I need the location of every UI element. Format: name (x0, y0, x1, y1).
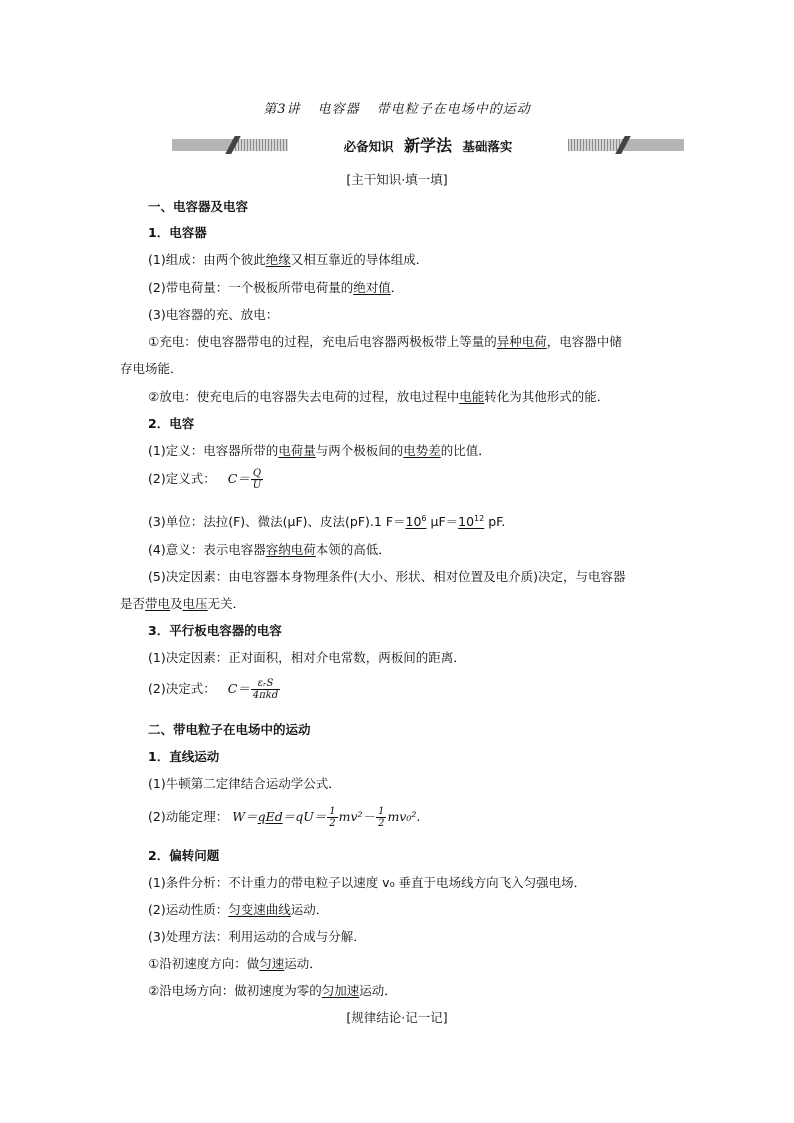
line-definition: (1)定义：电容器所带的电荷量与两个极板间的电势差的比值． (148, 443, 491, 458)
subheading-linear-motion: 1．直线运动 (148, 749, 220, 764)
banner-middle-label: 新学法 (403, 136, 452, 155)
banner-bar-right (624, 139, 684, 151)
line-kinetic-energy: (2)动能定理： W＝qEd＝qU＝ $\frac{1}{2}$ mv²－ $\frac{1}{2}$ mv₀². (148, 806, 421, 829)
blank-curved-motion: 匀变速曲线 (228, 902, 291, 917)
blank-charge: 电荷量 (278, 443, 316, 458)
line-determining-factors-cont: 是否带电及电压无关． (120, 596, 246, 611)
line-meaning: (4)意义：表示电容器容纳电荷本领的高低． (148, 542, 391, 557)
section-main-label: [主干知识·填一填] (346, 172, 448, 187)
blank-absolute-value: 绝对值 (353, 280, 391, 295)
line-charge-discharge: (3)电容器的充、放电： (148, 307, 279, 322)
subheading-capacitor: 1．电容器 (148, 225, 207, 240)
subheading-parallel-plate: 3．平行板电容器的电容 (148, 623, 282, 638)
blank-uniform: 匀速 (259, 956, 285, 971)
fraction-q-over-u: $\frac{Q}{U}$ (252, 468, 262, 491)
line-charging: ①充电：使电容器带电的过程，充电后电容器两极板带上等量的异种电荷，电容器中储 (148, 334, 622, 349)
line-conditions: (1)条件分析：不计重力的带电粒子以速度 v₀ 垂直于电场线方向飞入匀强电场． (148, 875, 587, 890)
line-composition: (1)组成：由两个彼此绝缘又相互靠近的导体组成． (148, 252, 429, 267)
blank-voltage: 电压 (182, 596, 208, 611)
fraction-half-2: $\frac{1}{2}$ (378, 806, 385, 829)
section-rules-label: [规律结论·记一记] (346, 1010, 448, 1025)
line-parallel-formula: (2)决定式： C＝ $\frac{\text{εᵣS}}{\text{4πkd}}$ (148, 678, 279, 701)
section-banner (172, 136, 684, 154)
heading-particle-motion: 二、带电粒子在电场中的运动 (148, 722, 311, 737)
banner-bar-left (172, 139, 232, 151)
blank-hold-charge: 容纳电荷 (265, 542, 316, 557)
blank-potential-difference: 电势差 (403, 443, 441, 458)
line-units: (3)单位：法拉(F)、微法(μF)、皮法(pF).1 $F=10^6$ $\mu F=10^{12}$ pF. (148, 513, 506, 529)
line-field-direction: ②沿电场方向：做初速度为零的匀加速运动． (148, 983, 397, 998)
blank-electric-energy: 电能 (459, 389, 485, 404)
topic-particle-motion: 带电粒子在电场中的运动 (376, 102, 531, 117)
line-charge: (2)带电荷量：一个极板所带电荷量的绝对值． (148, 280, 404, 295)
subheading-capacitance: 2．电容 (148, 416, 195, 431)
fraction-half-1: $\frac{1}{2}$ (329, 806, 336, 829)
blank-charged: 带电 (145, 596, 171, 611)
blank-10-12: $10^{12}$ (458, 513, 485, 529)
line-motion-nature: (2)运动性质：匀变速曲线运动． (148, 902, 329, 917)
subheading-deflection: 2．偏转问题 (148, 848, 220, 863)
line-charging-cont: 存电场能． (120, 361, 183, 376)
line-definition-formula: (2)定义式： C＝ $\frac{Q}{U}$ (148, 468, 262, 491)
lecture-title (0, 98, 794, 117)
blank-10-6: $10^6$ (405, 513, 427, 529)
banner-dots-right (568, 139, 624, 151)
banner-right-label: 基础落实 (462, 139, 513, 154)
banner-left-label: 必备知识 (343, 139, 394, 154)
line-discharging: ②放电：使充电后的电容器失去电荷的过程，放电过程中电能转化为其他形式的能． (148, 389, 610, 404)
line-parallel-factors: (1)决定因素：正对面积，相对介电常数，两板间的距离． (148, 650, 466, 665)
banner-dots-left (232, 139, 288, 151)
blank-qed: qEd (257, 809, 283, 824)
line-method: (3)处理方法：利用运动的合成与分解． (148, 929, 366, 944)
blank-uniform-acceleration: 匀加速 (321, 983, 360, 998)
banner-text (296, 133, 560, 156)
blank-insulated: 绝缘 (265, 252, 291, 267)
line-initial-direction: ①沿初速度方向：做匀速运动． (148, 956, 322, 971)
lecture-number: 第3讲 (263, 102, 301, 117)
topic-capacitor: 电容器 (317, 102, 360, 117)
blank-opposite-charges: 异种电荷 (496, 334, 547, 349)
line-determining-factors: (5)决定因素：由电容器本身物理条件(大小、形状、相对位置及电介质)决定，与电容器 (148, 569, 626, 584)
heading-capacitor: 一、电容器及电容 (148, 199, 249, 214)
fraction-eps-s-over-4pikd: $\frac{\text{εᵣS}}{\text{4πkd}}$ (252, 678, 279, 701)
line-newton: (1)牛顿第二定律结合运动学公式． (148, 776, 341, 791)
